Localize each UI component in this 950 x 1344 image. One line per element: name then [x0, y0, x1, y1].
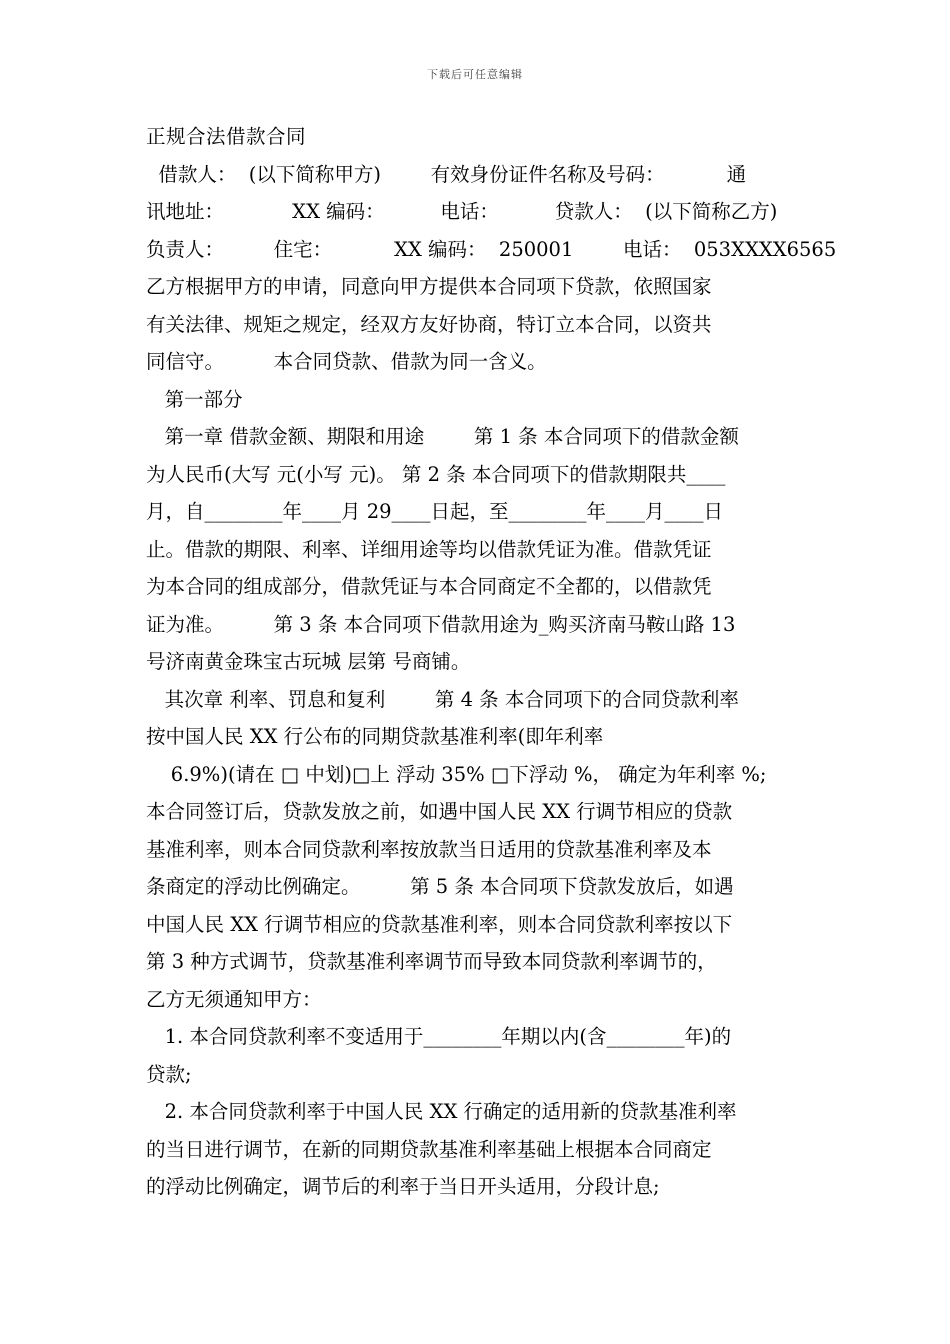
document-body: [146, 118, 837, 1206]
list-item-line: 2. 本合同贷款利率于中国人民 XX 行确定的适用新的贷款基准利率: [146, 1100, 737, 1123]
text-line: 号济南黄金珠宝古玩城 层第 号商铺。: [146, 650, 471, 673]
text-line: 有关法律、规矩之规定，经双方友好协商，特订立本合同，以资共: [146, 312, 712, 336]
text-line: 基准利率，则本合同贷款利率按放款当日适用的贷款基准利率及本: [146, 837, 712, 861]
section-heading: 第一部分: [146, 387, 243, 411]
text-line: 第 3 种方式调节，贷款基准利率调节而导致本同贷款利率调节的，: [146, 950, 717, 973]
list-item-line: 的当日进行调节，在新的同期贷款基准利率基础上根据本合同商定: [146, 1137, 712, 1161]
text-line: 负责人： 住宅： XX 编码： 250001 电话： 053XXXX6565: [146, 237, 837, 261]
text-line: 其次章 利率、罚息和复利 第 4 条 本合同项下的合同贷款利率: [146, 687, 739, 711]
text-line: 中国人民 XX 行调节相应的贷款基准利率，则本合同贷款利率按以下: [146, 912, 733, 936]
list-item-line: 贷款;: [146, 1062, 192, 1086]
text-line: 止。借款的期限、利率、详细用途等均以借款凭证为准。借款凭证: [146, 537, 712, 561]
text-line: 第一章 借款金额、期限和用途 第 1 条 本合同项下的借款金额: [146, 425, 739, 448]
text-line: 6.9%)(请在 □ 中划)□上 浮动 35% □下浮动 %， 确定为年利率 %;: [146, 762, 767, 786]
text-line: 借款人： (以下简称甲方) 有效身份证件名称及号码： 通: [146, 162, 747, 186]
list-item-line: 的浮动比例确定，调节后的利率于当日开头适用，分段计息;: [146, 1175, 660, 1198]
text-line: 按中国人民 XX 行公布的同期贷款基准利率(即年利率: [146, 725, 604, 748]
text-line: 本合同签订后，贷款发放之前，如遇中国人民 XX 行调节相应的贷款: [146, 800, 733, 823]
text-line: 月，自________年____月 29____日起，至________年____月____日: [146, 500, 724, 523]
text-line: 为人民币(大写 元(小写 元)。 第 2 条 本合同项下的借款期限共____: [146, 462, 726, 486]
text-line: 乙方无须通知甲方：: [146, 987, 322, 1011]
list-item-line: 1. 本合同贷款利率不变适用于________年期以内(含________年)的: [146, 1025, 732, 1048]
document-title: 正规合法借款合同: [146, 125, 307, 148]
page-header-note: 下载后可任意编辑: [427, 68, 523, 81]
text-line: 证为准。 第 3 条 本合同项下借款用途为_购买济南马鞍山路 13: [146, 612, 736, 636]
text-line: 乙方根据甲方的申请，同意向甲方提供本合同项下贷款，依照国家: [146, 275, 712, 298]
text-line: 为本合同的组成部分，借款凭证与本合同商定不全都的，以借款凭: [146, 575, 712, 598]
text-line: 讯地址： XX 编码： 电话： 贷款人： (以下简称乙方): [146, 200, 778, 223]
text-line: 同信守。 本合同贷款、借款为同一含义。: [146, 350, 547, 373]
text-line: 条商定的浮动比例确定。 第 5 条 本合同项下贷款发放后，如遇: [146, 875, 734, 898]
